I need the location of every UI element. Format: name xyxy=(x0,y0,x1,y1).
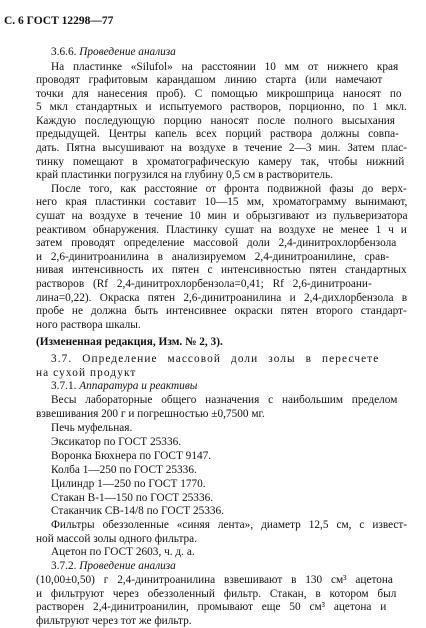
section-heading: Аппаратура и реактивы xyxy=(79,380,198,392)
line-text: край пластинки погрузился на глубину 0,5 см в растворитель. xyxy=(36,169,334,181)
page-header: С. 6 ГОСТ 12298—77 xyxy=(4,15,114,27)
line-text: него края пластинки составит 10—15 мм, хроматограмму вынимают, xyxy=(36,196,408,208)
section-heading: Проведение анализа xyxy=(79,560,176,572)
line-text: 3.7.1. xyxy=(51,380,80,392)
text-line xyxy=(51,546,195,559)
line-text: тинку помещают в хроматографическую камеру так, чтобы нижний xyxy=(36,156,405,168)
text-line xyxy=(51,394,397,407)
line-text: (Измененная редакция, Изм. № 2, 3). xyxy=(36,336,223,348)
text-line xyxy=(36,251,389,264)
line-text: Печь муфельная. xyxy=(51,422,133,434)
text-line xyxy=(51,380,197,393)
line-text: реактивом обнаружения. Пластинку сушат на воздухе не менее 1 ч и xyxy=(36,224,407,236)
text-line xyxy=(36,210,407,223)
line-text: 3.6.6. xyxy=(51,46,80,58)
text-line xyxy=(36,305,407,318)
text-line xyxy=(36,74,382,87)
text-line xyxy=(36,196,407,209)
text-line xyxy=(36,88,402,101)
line-text: ного раствора шкалы. xyxy=(36,319,141,331)
line-text: 3.7.2. xyxy=(51,560,80,572)
text-line xyxy=(51,505,224,518)
text-line xyxy=(51,46,176,59)
text-line xyxy=(51,61,398,74)
text-line xyxy=(51,436,181,449)
line-text: Фильтры обеззоленные «синяя лента», диаметр 12,5 см, с извест- xyxy=(51,519,408,531)
text-line xyxy=(36,278,372,291)
line-text: Колба 1—250 по ГОСТ 25336. xyxy=(51,464,197,476)
line-text: и фильтруют через обеззоленный фильтр. Стакан, в котором был xyxy=(36,588,397,600)
text-line xyxy=(36,533,197,546)
line-text: проводят графитовым карандашом линию старта (или намечают xyxy=(36,74,383,86)
text-line xyxy=(36,336,223,349)
section-heading: Проведение анализа xyxy=(79,46,176,58)
line-text: Стаканчик СВ-14/8 по ГОСТ 25336. xyxy=(51,505,225,517)
text-line xyxy=(51,353,379,366)
line-text: ной массой золы одного фильтра. xyxy=(36,533,198,545)
line-text: Воронка Бюхнера по ГОСТ 9147. xyxy=(51,450,212,462)
line-text: лина=0,22). Окраска пятен 2,6-динитроанилина и 2,4-дихлорбензола в xyxy=(36,292,408,304)
text-line xyxy=(36,574,393,587)
line-text: Весы лабораторные общего назначения с наибольшим пределом xyxy=(51,394,398,406)
text-line xyxy=(51,519,407,532)
text-line xyxy=(51,478,206,491)
line-text: На пластинке «Silufol» на расстоянии 10 мм от нижнего края xyxy=(51,61,399,73)
text-line xyxy=(36,367,136,380)
text-line xyxy=(51,492,213,505)
line-text: нивая интенсивность их пятен с интенсивностью пятен стандартных xyxy=(36,264,407,276)
text-line xyxy=(36,101,407,114)
text-line xyxy=(36,142,407,155)
text-line xyxy=(51,422,132,435)
text-line xyxy=(36,128,399,141)
line-text: Эксикатор по ГОСТ 25336. xyxy=(51,436,182,448)
line-text: и 2,6-динитроанилина в анализируемом 2,4-динитроанилине, срав- xyxy=(36,251,390,263)
line-text: пробе не должна быть интенсивнее окраски пятен второго стандарт- xyxy=(36,305,407,317)
text-line xyxy=(36,408,265,421)
text-line xyxy=(51,560,176,573)
line-text: затем проводят определение массовой доли 2,4-динитрохлорбензола xyxy=(36,237,397,249)
line-text: Стакан В-1—150 по ГОСТ 25336. xyxy=(51,492,214,504)
text-line xyxy=(36,601,386,614)
line-text: растворов (Rf 2,4-динитрохлорбензола=0,41; Rf 2,6-динитроани- xyxy=(36,278,372,290)
line-text: Ацетон по ГОСТ 2603, ч. д. а. xyxy=(51,546,195,558)
line-text: предыдущей. Центры капель всех порций раствора должны совпа- xyxy=(36,128,399,140)
text-line xyxy=(51,450,211,463)
line-text: на сухой продукт xyxy=(36,367,137,379)
text-line xyxy=(51,464,197,477)
line-text: Каждую последующую порцию наносят после полного высыхания xyxy=(36,115,396,127)
line-text: После того, как расстояние от фронта подвижной фазы до верх- xyxy=(51,183,407,195)
text-line xyxy=(36,319,141,332)
text-line xyxy=(36,264,407,277)
text-line xyxy=(36,615,192,628)
text-line xyxy=(36,169,333,182)
line-text: Цилиндр 1—250 по ГОСТ 1770. xyxy=(51,478,206,490)
text-line xyxy=(36,156,404,169)
line-text: точки для нанесения проб). С помощью микрошприца наносят по xyxy=(36,88,402,100)
line-text: дать. Пятна высушивают на воздухе в течение 2—3 мин. Затем плас- xyxy=(36,142,408,154)
text-line xyxy=(51,183,407,196)
line-text: 5 мкл стандартных и испытуемого растворов, порционно, по 1 мкл. xyxy=(36,101,407,113)
text-line xyxy=(36,224,407,237)
line-text: взвешивания 200 г и погрешностью ±0,7500 мг. xyxy=(36,408,265,420)
line-text: 3.7. Определение массовой доли золы в пересчете xyxy=(51,353,380,365)
line-text: фильтруют через тот же фильтр. xyxy=(36,615,192,627)
text-line xyxy=(36,237,396,250)
line-text: сушат на воздухе в течение 10 мин и обрызгивают из пульверизатора xyxy=(36,210,408,222)
line-text: (10,00±0,50) г 2,4-динитроанилина взвешивают в 130 см³ ацетона xyxy=(36,574,393,586)
text-line xyxy=(36,292,407,305)
text-line xyxy=(36,588,396,601)
text-line xyxy=(36,115,395,128)
line-text: растворен 2,4-динитроанилин, промывают еще 50 см³ ацетона и xyxy=(36,601,387,613)
